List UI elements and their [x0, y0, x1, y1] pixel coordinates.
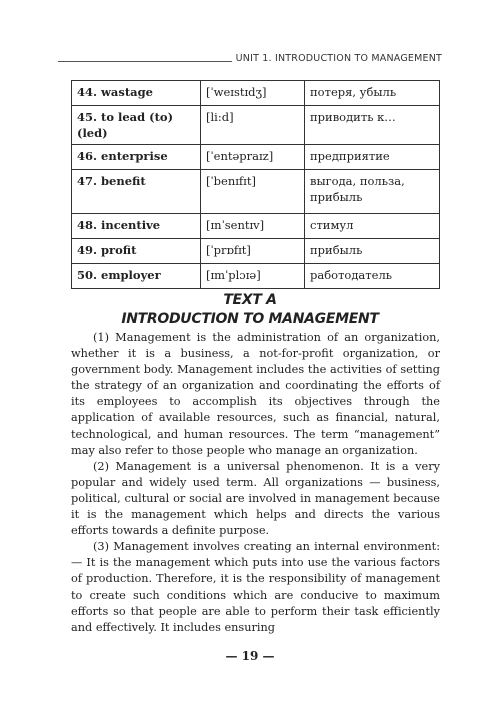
vocab-translation: потеря, убыль	[305, 81, 440, 106]
vocab-term: 45. to lead (to) (led)	[72, 106, 201, 145]
table-row	[72, 145, 440, 170]
vocab-term: 47. benefit	[72, 170, 201, 214]
vocab-term: 46. enterprise	[72, 145, 201, 170]
running-title: UNIT 1. INTRODUCTION TO MANAGEMENT	[235, 53, 442, 64]
paragraph: (3) Management involves creating an internal environment: — It is the management which puts into use the various factors of production. Therefore, it is the responsibility of management to create such conditions which are conducive to maximum efforts so that people are able to perform their task efficiently and effectively. It includes ensuring	[71, 540, 440, 634]
table-row	[72, 81, 440, 106]
vocab-term: 48. incentive	[72, 214, 201, 239]
table-row	[72, 239, 440, 264]
vocab-transcription: [ˈbenɪfɪt]	[201, 170, 305, 214]
paragraph: (1) Management is the administration of an organization, whether it is a business, a not-for-profit organization, or government body. Management includes the activities of setting the strategy of an organization and coordinating the efforts of its employees to accomplish its objectives through the application of available resources, such as financial, natural, technological, and human resources. The term “management” may also refer to those people who manage an organization.	[71, 331, 440, 457]
table-row	[72, 264, 440, 289]
table-row	[72, 106, 440, 145]
table-row	[72, 214, 440, 239]
vocab-transcription: [ɪnˈsentɪv]	[201, 214, 305, 239]
vocab-transcription: [ɪmˈplɔɪə]	[201, 264, 305, 289]
vocabulary-table	[71, 80, 440, 289]
vocab-translation: выгода, польза, прибыль	[305, 170, 440, 214]
vocab-translation: работодатель	[305, 264, 440, 289]
paragraph: (2) Management is a universal phenomenon. It is a very popular and widely used term. All organizations — business, political, cultural or social are involved in management because it is the management which helps and directs the various efforts towards a definite purpose.	[71, 459, 440, 538]
header-rule	[58, 61, 232, 62]
vocab-translation: предприятие	[305, 145, 440, 170]
article-body	[71, 330, 440, 636]
vocab-term: 44. wastage	[72, 81, 201, 106]
vocab-transcription: [ˈprɒfɪt]	[201, 239, 305, 264]
text-title: INTRODUCTION TO MANAGEMENT	[121, 311, 379, 327]
vocab-term: 50. employer	[72, 264, 201, 289]
table-row	[72, 170, 440, 214]
vocab-term: 49. profit	[72, 239, 201, 264]
vocab-translation: приводить к…	[305, 106, 440, 145]
vocab-transcription: [ˈweɪstɪdʒ]	[201, 81, 305, 106]
vocab-translation: стимул	[305, 214, 440, 239]
vocab-transcription: [li:d]	[201, 106, 305, 145]
running-header	[58, 52, 442, 66]
text-label: TEXT A	[223, 292, 277, 308]
vocab-transcription: [ˈentəpraɪz]	[201, 145, 305, 170]
vocab-translation: прибыль	[305, 239, 440, 264]
page-number: — 19 —	[225, 649, 275, 663]
